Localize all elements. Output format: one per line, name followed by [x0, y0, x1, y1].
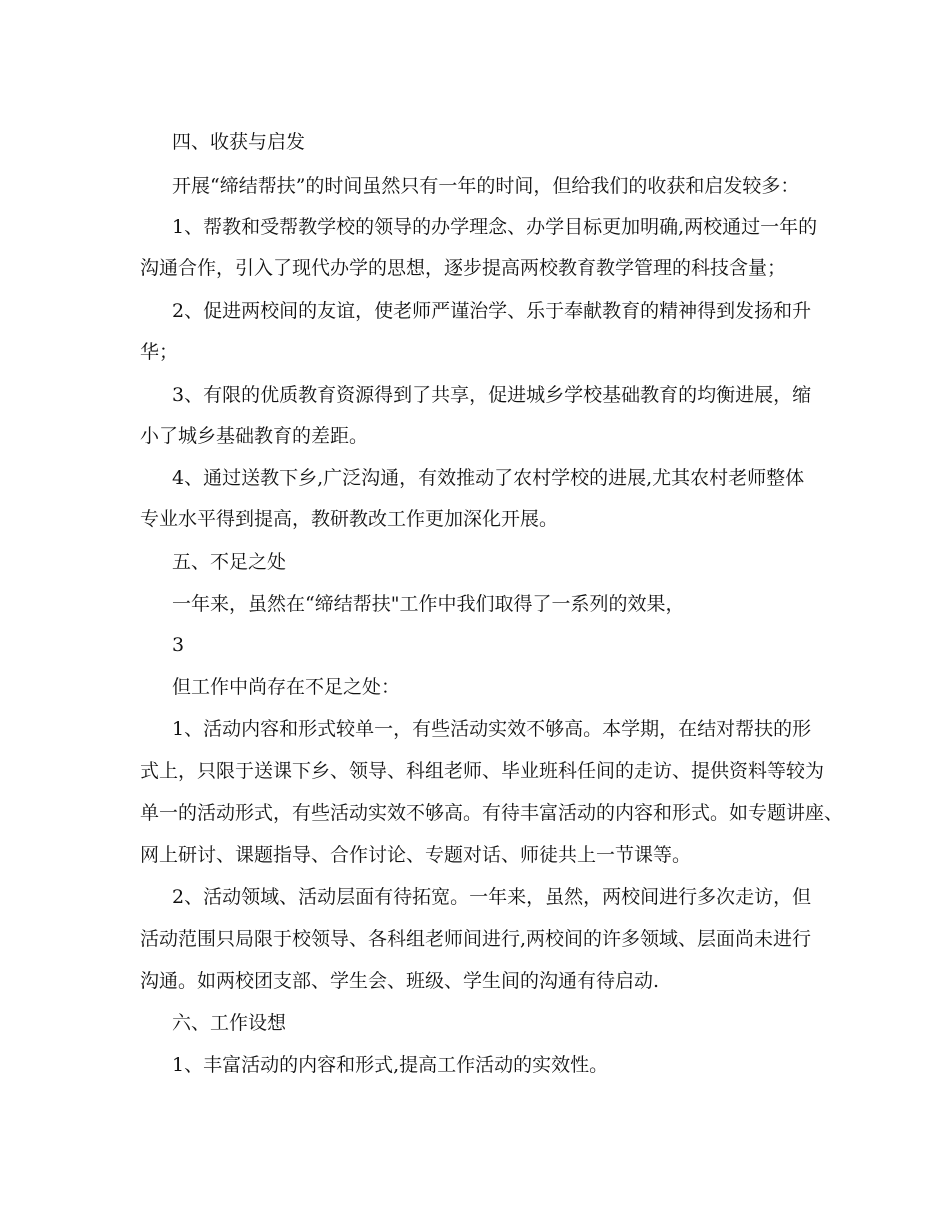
- paragraph-line: 3、有限的优质教育资源得到了共享，促进城乡学校基础教育的均衡进展，缩: [172, 384, 812, 406]
- paragraph-line: 但工作中尚存在不足之处：: [172, 676, 401, 698]
- paragraph-line: 小了城乡基础教育的差距。: [140, 425, 369, 447]
- paragraph-line: 活动范围只局限于校领导、各科组老师间进行,两校间的许多领域、层面尚未进行: [140, 928, 812, 950]
- paragraph-line: 沟通合作，引入了现代办学的思想，逐步提高两校教育教学管理的科技含量；: [140, 257, 787, 279]
- paragraph-line: 1、帮教和受帮教学校的领导的办学理念、办学目标更加明确,两校通过一年的: [172, 216, 818, 238]
- paragraph-line: 一年来，虽然在“缔结帮扶"工作中我们取得了一系列的效果，: [172, 593, 685, 615]
- paragraph-line: 2、活动领域、活动层面有待拓宽。一年来，虽然，两校间进行多次走访，但: [172, 886, 812, 908]
- paragraph-line: 网上研讨、课题指导、合作讨论、专题对话、师徒共上一节课等。: [140, 844, 692, 866]
- page-number: 3: [172, 634, 185, 656]
- paragraph-line: 2、促进两校间的友谊，使老师严谨治学、乐于奉献教育的精神得到发扬和升: [172, 300, 812, 322]
- paragraph-line: 4、通过送教下乡,广泛沟通，有效推动了农村学校的进展,尤其农村老师整体: [172, 467, 805, 489]
- paragraph-line: 沟通。如两校团支部、学生会、班级、学生间的沟通有待启动.: [140, 970, 660, 992]
- paragraph-line: 专业水平得到提高，教研教改工作更加深化开展。: [140, 508, 559, 530]
- section-heading-shortcomings: 五、不足之处: [172, 551, 287, 573]
- paragraph-line: 单一的活动形式，有些活动实效不够高。有待丰富活动的内容和形式。如专题讲座、: [140, 802, 844, 824]
- paragraph-line: 式上，只限于送课下乡、领导、科组老师、毕业班科任间的走访、提供资料等较为: [140, 760, 825, 782]
- paragraph-line: 1、活动内容和形式较单一，有些活动实效不够高。本学期，在结对帮扶的形: [172, 718, 812, 740]
- paragraph-line: 开展“缔结帮扶”的时间虽然只有一年的时间，但给我们的收获和启发较多：: [172, 175, 800, 197]
- section-heading-plans: 六、工作设想: [172, 1012, 287, 1034]
- paragraph-line: 1、丰富活动的内容和形式,提高工作活动的实效性。: [172, 1054, 609, 1076]
- paragraph-line: 华；: [140, 341, 179, 363]
- section-heading-harvest: 四、收获与启发: [172, 131, 306, 153]
